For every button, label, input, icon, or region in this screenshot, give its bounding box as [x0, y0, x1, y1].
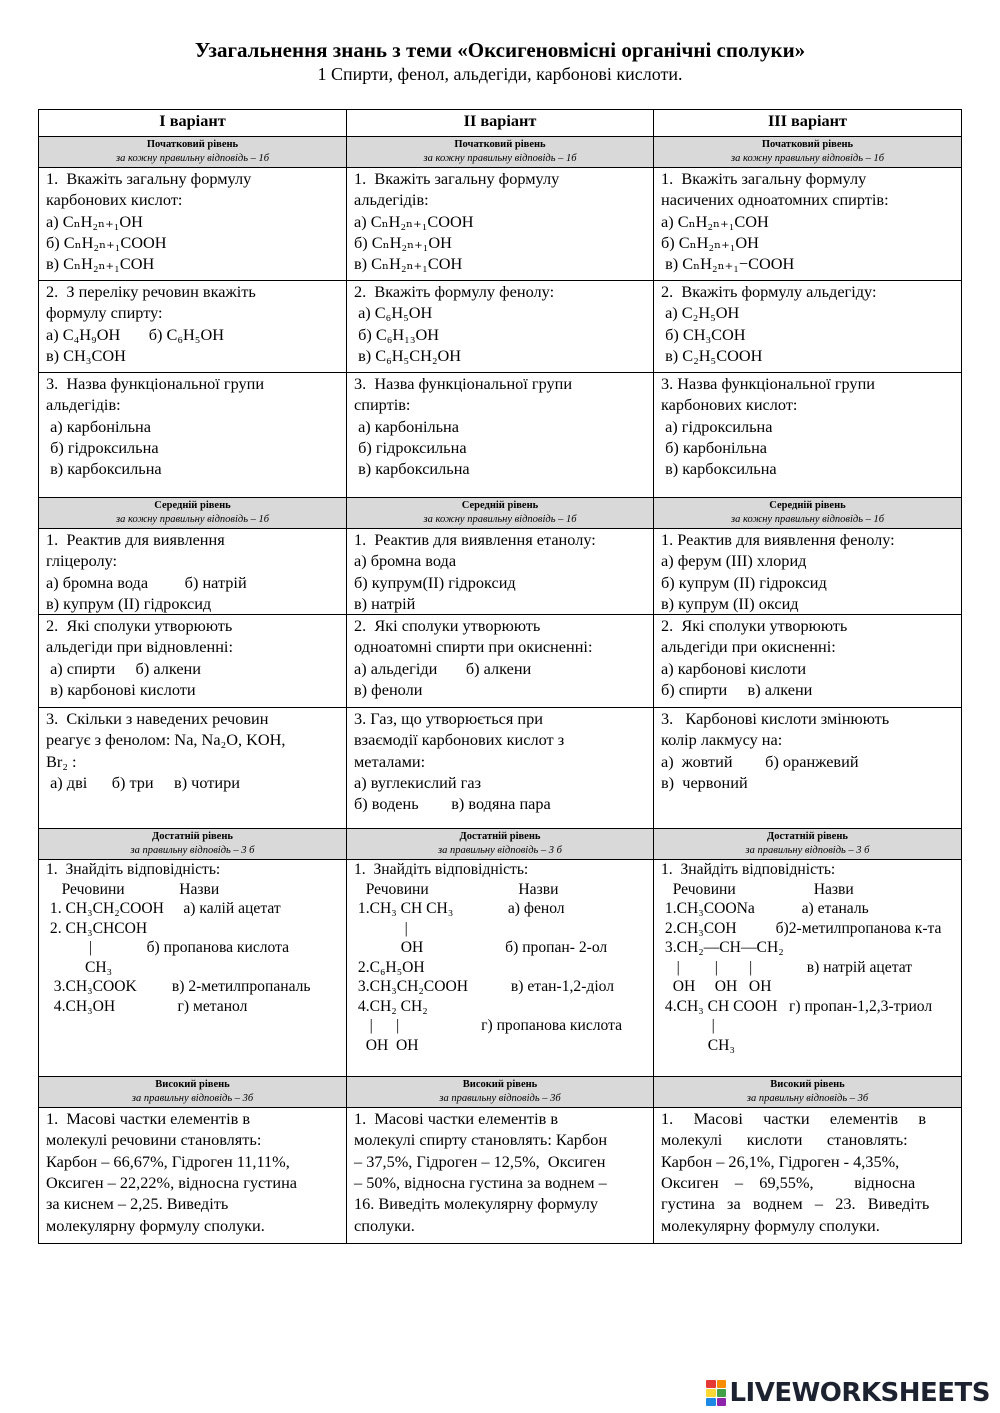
question-text: 1. Вкажіть загальну формулу — [46, 169, 252, 188]
answer-line: в) червоний — [661, 773, 748, 793]
answer-line: CH₃ — [46, 958, 113, 976]
level-name: Початковий рівень — [761, 139, 854, 150]
question-text: 1. Вкажіть загальну формулу — [661, 169, 867, 188]
question-text: 1. Вкажіть загальну формулу — [354, 169, 560, 188]
question-cell — [654, 1108, 962, 1244]
answer-line: а) жовтий б) оранжевий — [661, 751, 859, 771]
question-text: 3. Карбонові кислоти змінюють — [661, 709, 890, 729]
answer-line: б) CₙH₂ₙ₊₁OH — [354, 232, 452, 252]
answer-line: в) CₙH₂ₙ₊₁COH — [354, 254, 463, 274]
question-text: 3. Назва функціональної групи — [46, 374, 265, 393]
answer-line: в) феноли — [354, 680, 423, 700]
level-scoring-note: за кожну правильну відповідь – 1б — [115, 153, 270, 164]
answer-line: а) вуглекислий газ — [354, 773, 481, 793]
question-cell — [39, 860, 347, 1077]
question-cell — [654, 373, 962, 498]
question-row — [39, 281, 962, 373]
answer-line: OH б) пропан- 2-ол — [354, 939, 608, 957]
answer-line: – 37,5%, Гідроген – 12,5%, Оксиген — [354, 1151, 606, 1171]
answer-line: Карбон – 66,67%, Гідроген 11,11%, — [46, 1151, 290, 1171]
level-header-cell — [39, 137, 347, 168]
answer-line: а) ферум (ІІІ) хлорид — [661, 551, 807, 571]
question-cell — [347, 373, 654, 498]
answer-line: реагує з фенолом: Na, Na₂O, KOH, — [46, 730, 286, 750]
answer-line: | | | в) натрій ацетат — [661, 958, 913, 976]
level-scoring-note: за правильну відповідь – 3б — [746, 1093, 869, 1105]
answer-line: б) карбонільна — [661, 437, 768, 457]
answer-line: молекулярну формулу сполуки. — [661, 1215, 880, 1235]
answer-line: б) купрум(ІІ) гідроксид — [354, 572, 516, 592]
level-name: Початковий рівень — [454, 139, 546, 150]
answer-line: молекулі спирту становлять: Карбон — [354, 1130, 608, 1150]
level-header-cell — [347, 1077, 654, 1108]
answer-line: а) C₄H₉OH б) C₆H₅OH — [46, 324, 224, 344]
level-scoring-note: за кожну правильну відповідь – 1б — [423, 153, 577, 164]
page-subtitle: 1 Спирти, фенол, альдегіди, карбонові кислоти. — [317, 64, 683, 84]
answer-line: в) натрій — [354, 593, 416, 613]
answer-line: альдегіди при відновленні: — [46, 637, 233, 657]
question-text: 2. Які сполуки утворюють — [354, 616, 541, 636]
answer-line: гліцеролу: — [46, 551, 118, 571]
level-scoring-note: за кожну правильну відповідь – 1б — [730, 514, 885, 525]
question-text: 1. Масові частки елементів в — [661, 1109, 927, 1129]
answer-line: взаємодії карбонових кислот з — [354, 730, 565, 750]
level-scoring-note: за правильну відповідь – 3 б — [745, 845, 870, 857]
variant-header-1: І варіант — [39, 110, 347, 137]
level-name: Середній рівень — [154, 500, 231, 511]
answer-line: б) спирти в) алкени — [661, 680, 813, 700]
level-name: Початковий рівень — [146, 139, 239, 150]
level-row — [39, 498, 962, 529]
question-text: 1. Масові частки елементів в — [354, 1109, 559, 1129]
answer-line: сполуки. — [354, 1215, 415, 1235]
level-header-cell — [654, 498, 962, 529]
question-cell — [39, 168, 347, 281]
answer-line: молекулі речовини становлять: — [46, 1130, 262, 1150]
level-row — [39, 1077, 962, 1108]
question-text: 2. З переліку речовин вкажіть — [46, 282, 256, 301]
question-cell — [39, 281, 347, 373]
logo-square — [717, 1380, 727, 1388]
answer-line: а) CₙH₂ₙ₊₁COOH — [354, 211, 474, 231]
question-cell — [39, 708, 347, 829]
answer-line: 3.CH₃COOK в) 2-метилпропаналь — [46, 978, 311, 996]
question-row — [39, 373, 962, 498]
answer-line: 2. CH₃CHCOH — [46, 919, 148, 937]
answer-line: 4.CH₂ CH₂ — [354, 997, 428, 1015]
question-row — [39, 708, 962, 829]
answer-line: а) C₆H₅OH — [354, 303, 433, 323]
answer-line: OH OH OH — [661, 978, 772, 996]
question-cell — [347, 615, 654, 708]
answer-line: б) гідроксильна — [46, 437, 159, 457]
answer-line: | | г) пропанова кислота — [354, 1017, 623, 1035]
answer-line: насичених одноатомних спиртів: — [661, 190, 889, 210]
liveworksheets-logo-icon — [706, 1380, 726, 1406]
question-cell — [654, 281, 962, 373]
answer-line: карбонових кислот: — [46, 190, 183, 210]
answer-line: 3.CH₂—CH—CH₂ — [661, 939, 784, 957]
answer-line: а) карбонільна — [354, 416, 459, 436]
variant-header-3: ІІІ варіант — [654, 110, 962, 137]
level-header-cell — [347, 829, 654, 860]
question-cell — [654, 168, 962, 281]
question-text: 3. Скільки з наведених речовин — [46, 709, 269, 729]
level-scoring-note: за правильну відповідь – 3б — [439, 1093, 561, 1105]
answer-line: в) C₂H₅COOH — [661, 345, 763, 365]
answer-line: колір лакмусу на: — [661, 730, 783, 750]
question-cell — [654, 615, 962, 708]
answer-line: а) карбонові кислоти — [661, 658, 807, 678]
answer-line: альдегідів: — [354, 190, 429, 210]
answer-line: в) CₙH₂ₙ₊₁COH — [46, 254, 155, 274]
answer-line: а) CₙH₂ₙ₊₁COH — [661, 211, 769, 231]
level-header-cell — [347, 137, 654, 168]
question-text: 1. Реактив для виявлення — [46, 530, 225, 549]
level-name: Достатній рівень — [767, 831, 848, 843]
answer-line: в) карбоксильна — [354, 459, 470, 479]
question-cell — [39, 373, 347, 498]
question-cell — [654, 860, 962, 1077]
level-name: Високий рівень — [155, 1079, 230, 1091]
question-text: 1. Знайдіть відповідність: — [46, 861, 221, 879]
logo-square — [706, 1380, 716, 1388]
answer-line: Речовини Назви — [46, 880, 220, 898]
answer-line: густина за воднем – 23. Виведіть — [661, 1194, 930, 1214]
answer-line: Речовини Назви — [661, 880, 854, 898]
logo-square — [706, 1389, 716, 1397]
question-cell — [39, 529, 347, 615]
question-text: 1. Реактив для виявлення фенолу: — [661, 530, 895, 549]
question-cell — [654, 708, 962, 829]
logo-square — [717, 1398, 727, 1406]
answer-line: Карбон – 26,1%, Гідроген - 4,35%, — [661, 1151, 900, 1171]
answer-line: OH OH — [354, 1036, 419, 1054]
answer-line: а) дві б) три в) чотири — [46, 773, 240, 793]
answer-line: а) спирти б) алкени — [46, 658, 201, 678]
level-name: Високий рівень — [462, 1079, 538, 1091]
answer-line: в) C₆H₅CH₂OH — [354, 345, 462, 365]
answer-line: Речовини Назви — [354, 880, 559, 898]
level-name: Середній рівень — [769, 500, 846, 511]
answer-line: альдегіди при окисненні: — [661, 637, 836, 657]
answer-line: б) C₆H₁₃OH — [354, 324, 440, 344]
question-cell — [347, 1108, 654, 1244]
question-text: 3. Назва функціональної групи — [661, 374, 876, 393]
answer-line: в) CₙH₂ₙ₊₁−COOH — [661, 254, 795, 274]
level-name: Достатній рівень — [152, 831, 233, 843]
question-row — [39, 168, 962, 281]
question-cell — [347, 529, 654, 615]
question-cell — [654, 529, 962, 615]
level-row — [39, 829, 962, 860]
answer-line: б) CₙH₂ₙ₊₁OH — [661, 232, 759, 252]
answer-line: молекулярну формулу сполуки. — [46, 1215, 265, 1235]
answer-line: 3.CH₃CH₂COOH в) етан-1,2-діол — [354, 978, 615, 996]
question-text: 2. Які сполуки утворюють — [661, 616, 848, 636]
answer-line: а) альдегіди б) алкени — [354, 658, 532, 678]
question-text: 1. Реактив для виявлення етанолу: — [354, 530, 596, 549]
answer-line: карбонових кислот: — [661, 395, 798, 415]
variant-header-2: ІІ варіант — [347, 110, 654, 137]
question-text: 1. Знайдіть відповідність: — [354, 861, 529, 879]
question-text: 1. Масові частки елементів в — [46, 1109, 251, 1129]
page-title: Узагальнення знань з теми «Оксигеновмісні органічні сполуки» — [194, 38, 806, 62]
answer-line: а) CₙH₂ₙ₊₁OH — [46, 211, 143, 231]
question-text: 3. Газ, що утворюється при — [354, 709, 543, 729]
answer-line: Оксиген – 22,22%, відносна густина — [46, 1173, 298, 1193]
question-cell — [347, 708, 654, 829]
answer-line: 4.CH₃OH г) метанол — [46, 997, 248, 1015]
answer-line: в) купрум (ІІ) гідроксид — [46, 593, 212, 613]
question-row — [39, 529, 962, 615]
answer-line: формулу спирту: — [46, 303, 163, 323]
answer-line: 4.CH₃ CH COOH г) пропан-1,2,3-триол — [661, 997, 933, 1015]
answer-line: б) водень в) водяна пара — [354, 794, 551, 814]
answer-line: – 50%, відносна густина за воднем – — [354, 1173, 607, 1193]
answer-line: а) бромна вода — [354, 551, 457, 571]
answer-line: в) карбоксильна — [661, 459, 777, 479]
answer-line: молекулі кислоти становлять: — [661, 1130, 908, 1150]
logo-text: LIVEWORKSHEETS — [729, 1378, 990, 1408]
answer-line: б) гідроксильна — [354, 437, 467, 457]
answer-line: | б) пропанова кислота — [46, 939, 290, 957]
question-row — [39, 860, 962, 1077]
level-scoring-note: за правильну відповідь – 3 б — [438, 845, 562, 857]
liveworksheets-logo — [706, 1378, 990, 1408]
question-row — [39, 615, 962, 708]
level-scoring-note: за правильну відповідь – 3 б — [130, 845, 255, 857]
question-cell — [39, 1108, 347, 1244]
answer-line: а) C₂H₅OH — [661, 303, 740, 323]
answer-line: CH₃ — [661, 1036, 735, 1054]
answer-line: в) карбоксильна — [46, 459, 162, 479]
question-row — [39, 1108, 962, 1244]
answer-line: 1.CH₃COONa а) етаналь — [661, 900, 869, 918]
answer-line: за киснем – 2,25. Виведіть — [46, 1194, 229, 1214]
answer-line: | — [661, 1017, 715, 1035]
question-text: 3. Назва функціональної групи — [354, 374, 573, 393]
answer-line: в) CH₃COH — [46, 345, 126, 365]
answer-line: одноатомні спирти при окисненні: — [354, 637, 593, 657]
answer-line: б) CH₃COH — [661, 324, 746, 344]
question-cell — [347, 281, 654, 373]
answer-line: Оксиген – 69,55%, відносна — [661, 1173, 916, 1193]
level-header-cell — [347, 498, 654, 529]
answer-line: в) купрум (ІІ) оксид — [661, 593, 799, 613]
level-name: Середній рівень — [461, 500, 539, 511]
level-name: Високий рівень — [770, 1079, 845, 1091]
answer-line: Br₂ : — [46, 751, 77, 771]
answer-line: а) гідроксильна — [661, 416, 773, 436]
logo-square — [717, 1389, 727, 1397]
level-scoring-note: за правильну відповідь – 3б — [131, 1093, 254, 1105]
answer-line: б) CₙH₂ₙ₊₁COOH — [46, 232, 167, 252]
level-header-cell — [39, 1077, 347, 1108]
level-header-cell — [39, 829, 347, 860]
level-header-cell — [654, 1077, 962, 1108]
level-scoring-note: за кожну правильну відповідь – 1б — [423, 514, 577, 525]
answer-line: 1.CH₃ CH CH₃ а) фенол — [354, 900, 565, 918]
question-text: 2. Які сполуки утворюють — [46, 616, 233, 636]
level-scoring-note: за кожну правильну відповідь – 1б — [730, 153, 885, 164]
answer-line: 16. Виведіть молекулярну формулу — [354, 1194, 598, 1214]
question-text: 2. Вкажіть формулу фенолу: — [354, 282, 555, 301]
question-text: 2. Вкажіть формулу альдегіду: — [661, 282, 877, 301]
question-text: 1. Знайдіть відповідність: — [661, 861, 836, 879]
level-header-cell — [654, 829, 962, 860]
question-cell — [347, 168, 654, 281]
answer-line: | — [354, 919, 408, 937]
answer-line: спиртів: — [354, 395, 411, 415]
level-name: Достатній рівень — [459, 831, 541, 843]
answer-line: а) бромна вода б) натрій — [46, 572, 247, 592]
level-header-cell — [39, 498, 347, 529]
answer-line: 2.C₆H₅OH — [354, 958, 425, 976]
question-cell — [39, 615, 347, 708]
worksheet-table — [38, 109, 962, 1244]
logo-square — [706, 1398, 716, 1406]
answer-line: 2.CH₃COH б)2-метилпропанова к-та — [661, 919, 942, 937]
answer-line: в) карбонові кислоти — [46, 680, 196, 700]
answer-line: 1. CH₃CH₂COOH а) калій ацетат — [46, 900, 281, 918]
level-row — [39, 137, 962, 168]
answer-line: альдегідів: — [46, 395, 121, 415]
level-scoring-note: за кожну правильну відповідь – 1б — [115, 514, 270, 525]
answer-line: а) карбонільна — [46, 416, 151, 436]
answer-line: б) купрум (ІІ) гідроксид — [661, 572, 827, 592]
worksheet-body — [39, 137, 962, 1244]
question-cell — [347, 860, 654, 1077]
level-header-cell — [654, 137, 962, 168]
answer-line: металами: — [354, 751, 426, 771]
